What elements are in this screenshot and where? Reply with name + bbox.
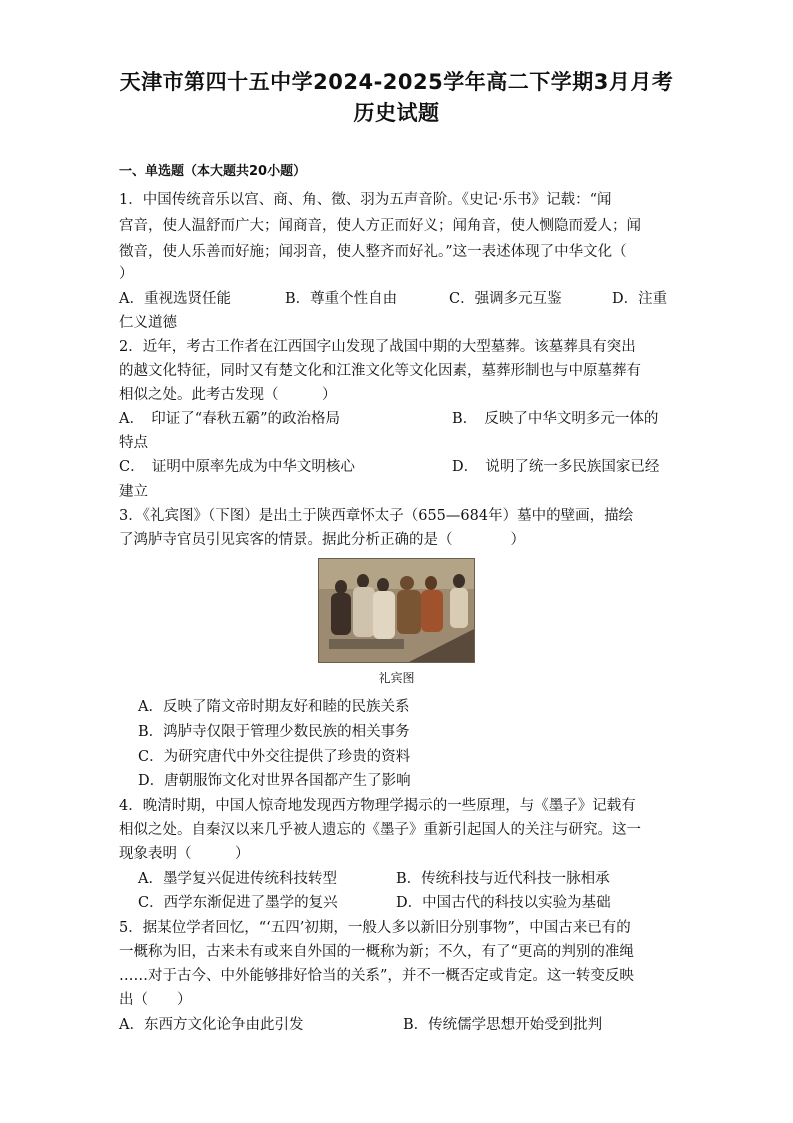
- document-subtitle: 历史试题: [353, 101, 440, 125]
- q4-option-b: B．传统科技与近代科技一脉相承: [396, 871, 610, 887]
- q1-text-line: 1．中国传统音乐以宫、商、角、徵、羽为五声音阶。《史记·乐书》记载：“闻: [119, 192, 612, 208]
- q3-text-line: 3．《礼宾图》（下图）是出土于陕西章怀太子（655—684年）墓中的壁画，描绘: [119, 508, 634, 524]
- q2-text-line: 的越文化特征，同时又有楚文化和江淮文化等文化因素，墓葬形制也与中原墓葬有: [119, 363, 641, 379]
- q2-option-b: B． 反映了中华文明多元一体的: [452, 411, 659, 427]
- q5-option-b: B．传统儒学思想开始受到批判: [403, 1017, 603, 1033]
- q2-option-d-cont: 建立: [119, 484, 148, 500]
- q3-option-b: B．鸿胪寺仅限于管理少数民族的相关事务: [138, 724, 410, 740]
- q3-text-line: 了鸿胪寺官员引见宾客的情景。据此分析正确的是（ ）: [119, 532, 525, 548]
- q4-text-line: 相似之处。自秦汉以来几乎被人遗忘的《墨子》重新引起国人的关注与研究。这一: [119, 822, 641, 838]
- q4-text-line: 4．晚清时期，中国人惊奇地发现西方物理学揭示的一些原理，与《墨子》记载有: [119, 798, 636, 814]
- q2-option-d: D． 说明了统一多民族国家已经: [452, 459, 660, 475]
- q3-option-c: C．为研究唐代中外交往提供了珍贵的资料: [138, 749, 411, 765]
- q4-option-c: C．西学东渐促进了墨学的复兴: [138, 895, 338, 911]
- q5-text-line: 出（ ）: [119, 992, 192, 1008]
- section-heading: 一、单选题（本大题共20小题）: [119, 164, 307, 179]
- q4-option-d: D．中国古代的科技以实验为基础: [396, 895, 611, 911]
- q1-text-line: 宫音，使人温舒而广大；闻商音，使人方正而好义；闻角音，使人恻隐而爱人；闻: [119, 218, 641, 234]
- q4-text-line: 现象表明（ ）: [119, 846, 250, 862]
- q1-option-d-cont: 仁义道德: [119, 315, 177, 331]
- q2-option-b-cont: 特点: [119, 435, 148, 451]
- q5-text-line: 一概称为旧，古来未有或来自外国的一概称为新；不久，有了“更高的判别的准绳: [119, 944, 634, 960]
- q1-option-b: B．尊重个性自由: [285, 291, 398, 307]
- mural-image: [318, 558, 475, 663]
- q1-option-c: C．强调多元互鉴: [449, 291, 562, 307]
- q1-text-line: ）: [119, 266, 134, 282]
- q2-text-line: 相似之处。此考古发现（ ）: [119, 387, 337, 403]
- mural-illustration: [319, 559, 474, 662]
- q1-option-d: D．注重: [612, 291, 668, 307]
- q1-text-line: 徵音，使人乐善而好施；闻羽音，使人整齐而好礼。”这一表述体现了中华文化（: [119, 244, 627, 260]
- q4-option-a: A．墨学复兴促进传统科技转型: [138, 871, 337, 887]
- q5-text-line: 5．据某位学者回忆，“‘五四’初期，一般人多以新旧分别事物”，中国古来已有的: [119, 920, 631, 936]
- q2-text-line: 2．近年，考古工作者在江西国字山发现了战国中期的大型墓葬。该墓葬具有突出: [119, 339, 636, 355]
- q3-option-d: D．唐朝服饰文化对世界各国都产生了影响: [138, 773, 411, 789]
- figure-caption: 礼宾图: [378, 671, 415, 685]
- q3-option-a: A．反映了隋文帝时期友好和睦的民族关系: [138, 699, 410, 715]
- document-title: 天津市第四十五中学2024-2025学年高二下学期3月月考: [119, 70, 674, 94]
- q2-option-a: A． 印证了“春秋五霸”的政治格局: [119, 411, 341, 427]
- q5-option-a: A．东西方文化论争由此引发: [119, 1017, 304, 1033]
- q2-option-c: C． 证明中原率先成为中华文明核心: [119, 459, 355, 475]
- q5-text-line: ……对于古今、中外能够排好恰当的关系”，并不一概否定或肯定。这一转变反映: [119, 968, 634, 984]
- q1-option-a: A．重视选贤任能: [119, 291, 231, 307]
